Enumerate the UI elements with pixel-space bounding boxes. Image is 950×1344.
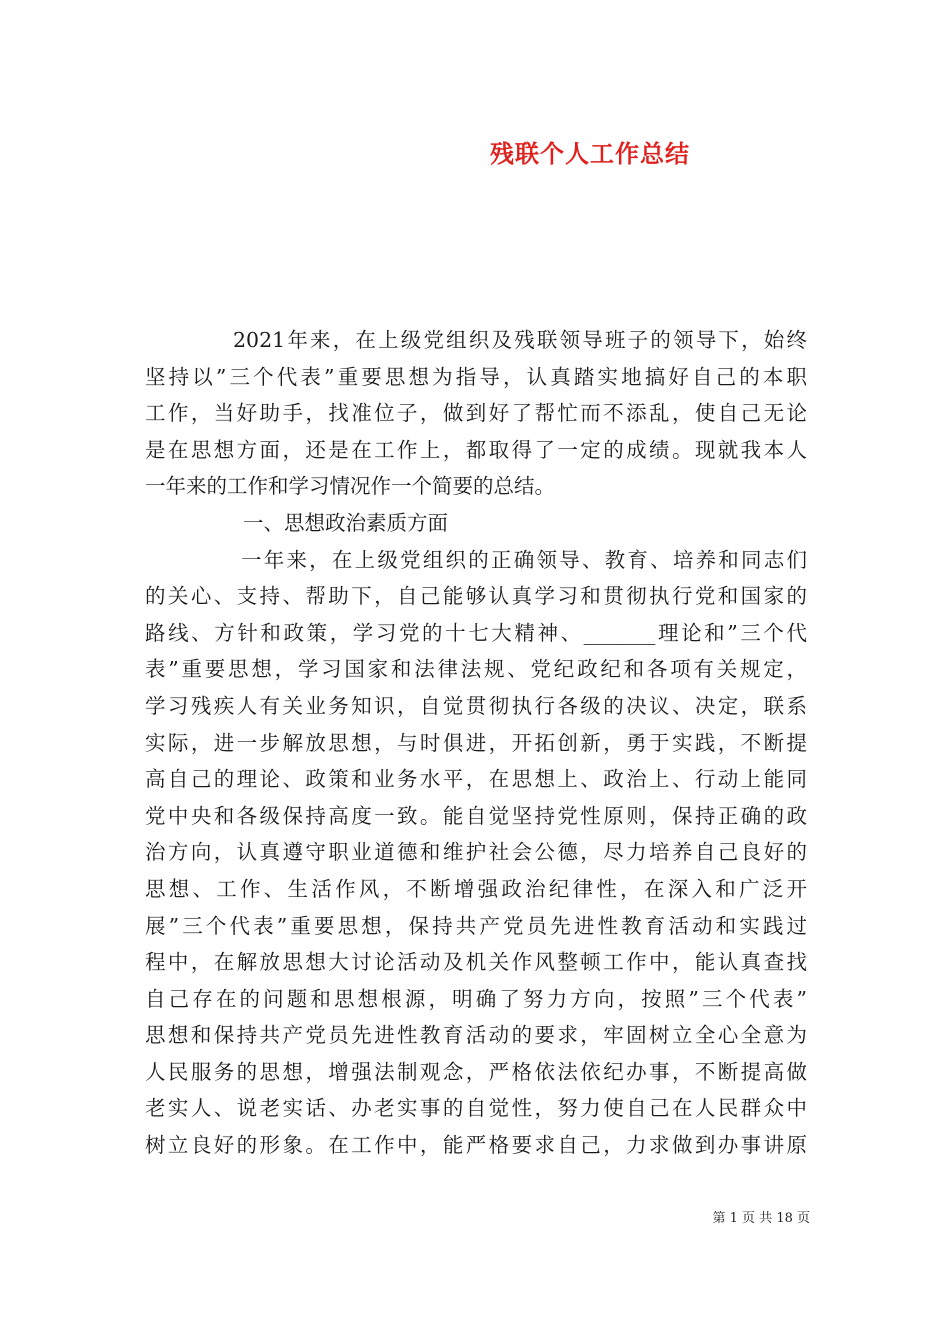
body-line: 表”重要思想，学习国家和法律法规、党纪政纪和各项有关规定，: [145, 657, 807, 682]
body-line: 展”三个代表”重要思想，保持共产党员先进性教育活动和实践过: [145, 913, 807, 938]
body-line: 党中央和各级保持高度一致。能自觉坚持党性原则，保持正确的政: [145, 803, 807, 828]
body-line: 学习残疾人有关业务知识，自觉贯彻执行各级的决议、决定，联系: [145, 693, 807, 718]
body-line: 程中，在解放思想大讨论活动及机关作风整顿工作中，能认真查找: [145, 950, 807, 975]
body-line: 自己存在的问题和思想根源，明确了努力方向，按照”三个代表”: [145, 986, 807, 1011]
body-line: 2021年来，在上级党组织及残联领导班子的领导下，始终: [233, 328, 807, 352]
body-line: 工作，当好助手，找准位子，做到好了帮忙而不添乱，使自己无论: [145, 401, 807, 426]
body-line: 高自己的理论、政策和业务水平，在思想上、政治上、行动上能同: [145, 767, 807, 792]
body-line: 人民服务的思想，增强法制观念，严格依法依纪办事，不断提高做: [145, 1059, 807, 1084]
body-line: 思想和保持共产党员先进性教育活动的要求，牢固树立全心全意为: [145, 1023, 807, 1048]
body-line: 实际，进一步解放思想，与时俱进，开拓创新，勇于实践，不断提: [145, 730, 807, 755]
section-heading: 一、思想政治素质方面: [243, 510, 448, 535]
body-line: 是在思想方面，还是在工作上，都取得了一定的成绩。现就我本人: [145, 437, 807, 462]
body-line: 思想、工作、生活作风，不断增强政治纪律性，在深入和广泛开: [145, 876, 807, 901]
body-line: 树立良好的形象。在工作中，能严格要求自己，力求做到办事讲原: [145, 1133, 807, 1158]
body-line: 路线、方针和政策，学习党的十七大精神、_______理论和”三个代: [145, 620, 807, 645]
body-line: 治方向，认真遵守职业道德和维护社会公德，尽力培养自己良好的: [145, 840, 807, 865]
body-line: 老实人、说老实话、办老实事的自觉性，努力使自己在人民群众中: [145, 1096, 807, 1121]
document-body: [145, 322, 807, 1164]
body-line: 的关心、支持、帮助下，自己能够认真学习和贯彻执行党和国家的: [145, 584, 807, 609]
body-line: 一年来的工作和学习情况作一个简要的总结。: [145, 474, 555, 499]
page-number: 第 1 页 共 18 页: [712, 1211, 810, 1226]
body-line: 坚持以”三个代表”重要思想为指导，认真踏实地搞好自己的本职: [145, 364, 807, 389]
document-title: 残联个人工作总结: [490, 139, 690, 168]
body-line: 一年来，在上级党组织的正确领导、教育、培养和同志们: [241, 547, 807, 572]
